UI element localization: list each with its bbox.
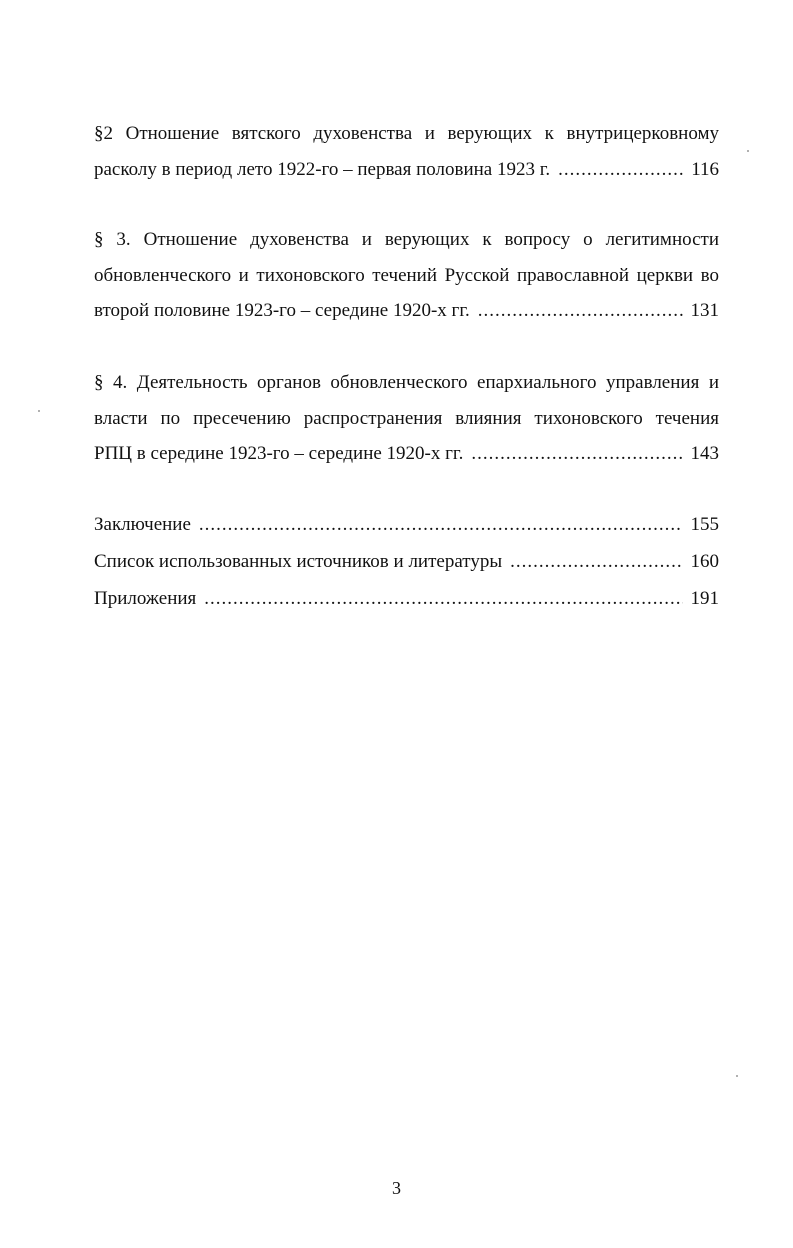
scan-speck [747,150,749,152]
dot-leader [204,581,682,617]
scan-speck [736,1075,738,1077]
toc-entry-text-line: обновленческого и тихоновского течений Русской православной церкви во [94,264,719,286]
toc-page-number: 116 [691,158,719,180]
toc-page-number: 131 [690,300,719,321]
toc-entry-section-3 [94,222,719,329]
page-number: 3 [392,1178,401,1198]
toc-page-number: 143 [690,443,719,464]
toc-entry-text-line: § 3. Отношение духовенства и верующих к вопросу о легитимности [94,229,719,250]
toc-entry-appendices [94,581,719,618]
toc-entry-conclusion [94,507,719,544]
toc-entry-text-line: власти по пресечению распространения влияния тихоновского течения [94,407,719,429]
toc-entry-last-line [94,436,719,472]
toc-entry-text-line: § 4. Деятельность органов обновленческого епархиального управления и [94,372,719,393]
toc-entry-title: Список использованных источников и литературы [94,551,503,572]
toc-page-number: 191 [690,588,719,609]
toc-entry-text-line: §2 Отношение вятского духовенства и верующих к внутрицерковному [94,123,719,144]
dot-leader [510,544,682,580]
toc-entry-last-line [94,293,719,329]
toc-entry-last-line [94,152,719,188]
toc-entry-text-line: второй половине 1923-го – середине 1920-х гг. [94,300,470,321]
toc-entry-title: Заключение [94,514,191,535]
scan-speck [38,410,40,412]
toc-entry-bibliography [94,544,719,581]
toc-simple-entries [94,507,719,618]
dot-leader [471,436,682,472]
toc-page-number: 160 [690,551,719,572]
toc-entry-title: Приложения [94,588,197,609]
dot-leader [478,293,683,329]
toc-entry-section-4 [94,365,719,472]
toc-page-number: 155 [690,514,719,535]
toc-entry-text-line: расколу в период лето 1922-го – первая половина 1923 г. [94,158,551,180]
dot-leader [558,152,683,188]
toc-entry-text-line: РПЦ в середине 1923-го – середине 1920-х гг. [94,443,464,464]
toc-entry-section-2 [94,116,719,187]
dot-leader [199,507,683,543]
